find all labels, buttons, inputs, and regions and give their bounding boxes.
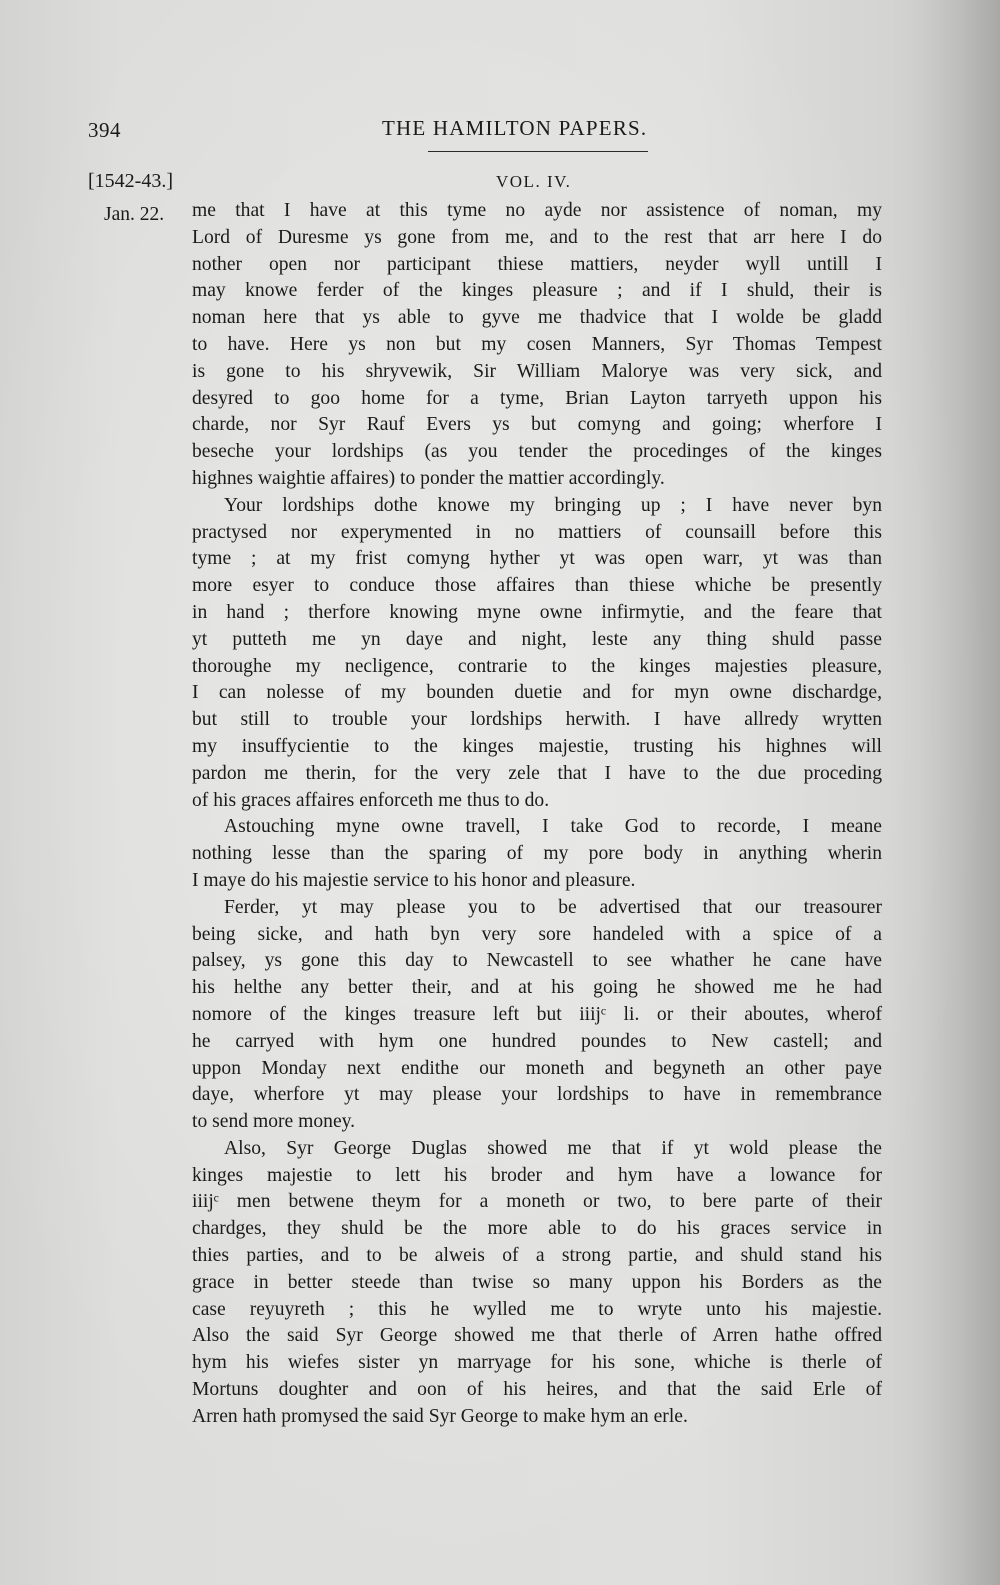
text-line: desyred to goo home for a tyme, Brian Layton tarryeth uppon his bbox=[192, 387, 882, 409]
text-line: pardon me therin, for the very zele that I have to the due proceding bbox=[192, 762, 882, 784]
paragraph bbox=[192, 1136, 882, 1431]
text-line: Also the said Syr George showed me that therle of Arren hathe offred bbox=[192, 1325, 882, 1347]
running-title: THE HAMILTON PAPERS. bbox=[382, 116, 648, 140]
text-line: Lord of Duresme ys gone from me, and to the rest that arr here I do bbox=[192, 226, 882, 248]
page-number: 394 bbox=[88, 118, 121, 142]
volume-label: VOL. IV. bbox=[496, 172, 572, 191]
text-line: thies parties, and to be alweis of a strong partie, and shuld stand his bbox=[192, 1245, 882, 1267]
text-line: his helthe any better their, and at his going he showed me he had bbox=[192, 977, 882, 999]
text-line: Arren hath promysed the said Syr George to make hym an erle. bbox=[192, 1405, 688, 1427]
text-line: may knowe ferder of the kinges pleasure ; and if I shuld, their is bbox=[192, 280, 882, 302]
text-line: he carryed with hym one hundred poundes to New castell; and bbox=[192, 1030, 882, 1052]
text-line: practysed nor experymented in no mattiers of counsaill before this bbox=[192, 521, 882, 543]
text-line: beseche your lordships (as you tender the procedinges of the kinges bbox=[192, 441, 882, 463]
text-line: noman here that ys able to gyve me thadvice that I wolde be gladd bbox=[192, 307, 882, 329]
text-line: Your lordships dothe knowe my bringing up ; I have never byn bbox=[224, 494, 882, 516]
text-line: I can nolesse of my bounden duetie and for myn owne dischardge, bbox=[192, 682, 882, 704]
text-line: Ferder, yt may please you to be advertised that our treasourer bbox=[224, 896, 882, 918]
text-line: tyme ; at my frist comyng hyther yt was open warr, yt was than bbox=[192, 548, 882, 570]
text-line: hym his wiefes sister yn marryage for his sone, whiche is therle of bbox=[192, 1352, 882, 1374]
letter-body bbox=[192, 198, 882, 1431]
text-line: in hand ; therfore knowing myne owne infirmytie, and the feare that bbox=[192, 601, 882, 623]
page-gutter-shadow bbox=[890, 0, 1000, 1585]
paragraph bbox=[192, 814, 882, 894]
text-line: thoroughe my necligence, contrarie to the kinges majesties pleasure, bbox=[192, 655, 882, 677]
text-line: is gone to his shryvewik, Sir William Malorye was very sick, and bbox=[192, 360, 882, 382]
text-line: highnes waightie affaires) to ponder the mattier accordingly. bbox=[192, 467, 665, 489]
text-line: my insuffycientie to the kinges majestie, trusting his highnes will bbox=[192, 735, 882, 757]
text-line: yt putteth me yn daye and night, leste any thing shuld passe bbox=[192, 628, 882, 650]
text-line: but still to trouble your lordships herwith. I have allredy wrytten bbox=[192, 709, 882, 731]
text-line: uppon Monday next endithe our moneth and begyneth an other paye bbox=[192, 1057, 882, 1079]
text-line: daye, wherfore yt may please your lordships to have in remembrance bbox=[192, 1084, 882, 1106]
text-line: Mortuns doughter and oon of his heires, and that the said Erle of bbox=[192, 1379, 882, 1401]
text-line: me that I have at this tyme no ayde nor assistence of noman, my bbox=[192, 200, 882, 221]
text-line: palsey, ys gone this day to Newcastell to see whather he cane have bbox=[192, 950, 882, 972]
text-line: kinges majestie to lett his broder and hym have a lowance for bbox=[192, 1164, 882, 1186]
text-line: nothing lesse than the sparing of my pore body in anything wherin bbox=[192, 843, 882, 865]
header-rule bbox=[428, 151, 648, 152]
text-line: to have. Here ys non but my cosen Manners, Syr Thomas Tempest bbox=[192, 333, 882, 355]
text-line: nomore of the kinges treasure left but iiijᶜ li. or their aboutes, wherof bbox=[192, 1003, 882, 1025]
text-line: I maye do his majestie service to his honor and pleasure. bbox=[192, 869, 636, 891]
margin-date-note: Jan. 22. bbox=[104, 204, 165, 225]
text-line: charde, nor Syr Rauf Evers ys but comyng and going; wherfore I bbox=[192, 414, 882, 436]
text-line: more esyer to conduce those affaires than thiese whiche be presently bbox=[192, 575, 882, 597]
text-line: to send more money. bbox=[192, 1111, 356, 1133]
text-line: of his graces affaires enforceth me thus to do. bbox=[192, 789, 550, 811]
text-line: being sicke, and hath byn very sore handeled with a spice of a bbox=[192, 923, 882, 945]
date-range: [1542-43.] bbox=[88, 170, 173, 192]
text-line: grace in better steede than twise so many uppon his Borders as the bbox=[192, 1271, 882, 1293]
paragraph bbox=[192, 198, 882, 493]
paragraph bbox=[192, 895, 882, 1136]
text-line: case reyuyreth ; this he wylled me to wryte unto his majestie. bbox=[192, 1298, 882, 1320]
text-line: nother open nor participant thiese mattiers, neyder wyll untill I bbox=[192, 253, 882, 275]
text-line: Astouching myne owne travell, I take God to recorde, I meane bbox=[224, 816, 882, 838]
text-line: chardges, they shuld be the more able to do his graces service in bbox=[192, 1218, 882, 1240]
text-line: Also, Syr George Duglas showed me that if yt wold please the bbox=[224, 1137, 882, 1159]
paragraph bbox=[192, 493, 882, 815]
text-line: iiijᶜ men betwene theym for a moneth or two, to bere parte of their bbox=[192, 1191, 882, 1213]
